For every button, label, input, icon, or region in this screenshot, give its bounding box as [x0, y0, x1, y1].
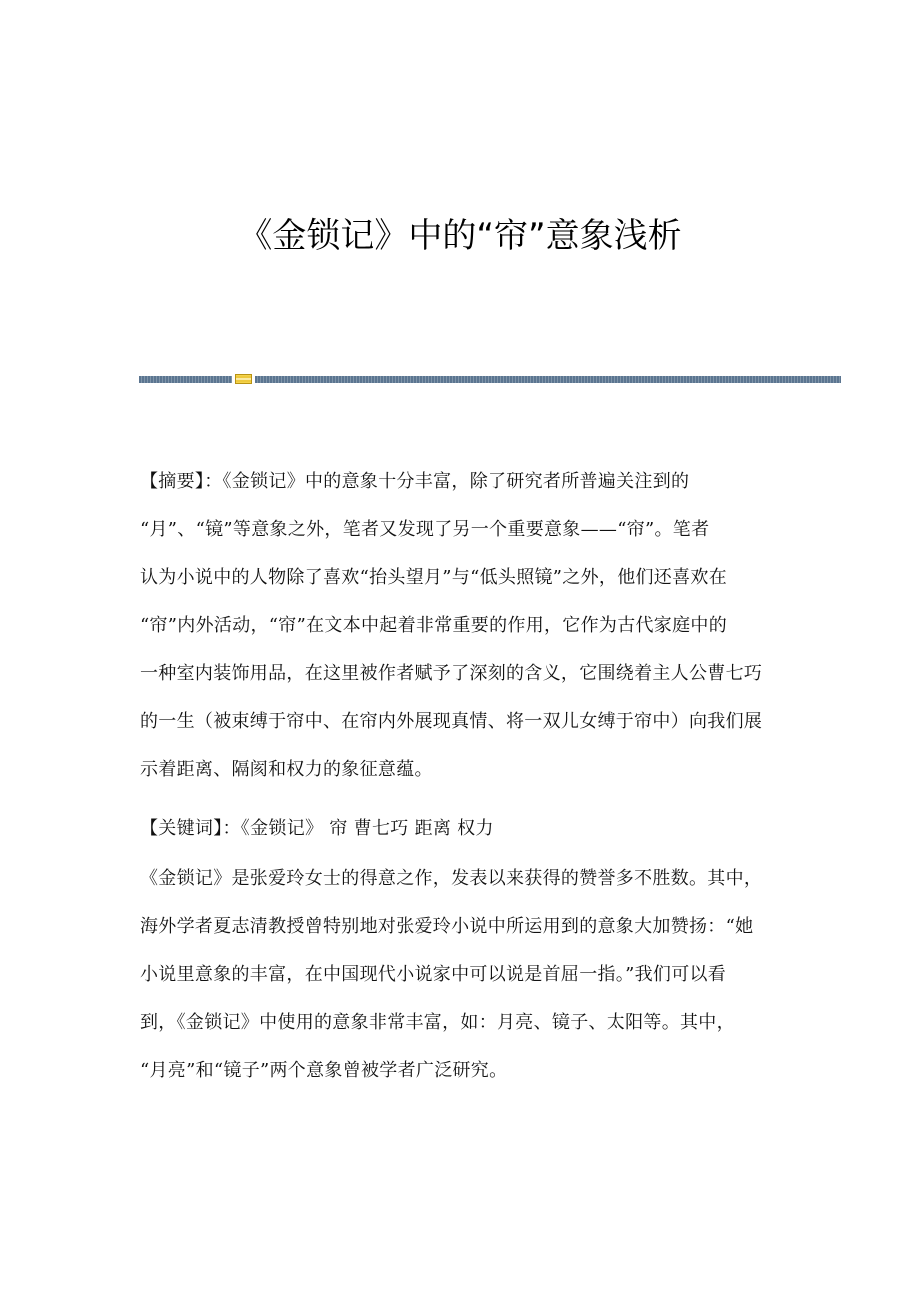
abstract-line: 一种室内装饰用品，在这里被作者赋予了深刻的含义，它围绕着主人公曹七巧 — [140, 663, 763, 684]
divider-ornament-icon — [235, 374, 252, 384]
abstract-line: 示着距离、隔阂和权力的象征意蕴。 — [140, 759, 433, 780]
divider-bar-right — [255, 376, 841, 383]
keywords-paragraph — [140, 805, 780, 853]
abstract-line: 【摘要】：《金锁记》中的意象十分丰富，除了研究者所普遍关注到的 — [140, 471, 690, 492]
document-title: 《金锁记》中的“帘”意象浅析 — [238, 216, 682, 256]
abstract-line: 认为小说中的人物除了喜欢“抬头望月”与“低头照镜”之外，他们还喜欢在 — [140, 567, 728, 588]
body-line: 《金锁记》是张爱玲女士的得意之作，发表以来获得的赞誉多不胜数。其中， — [140, 868, 763, 889]
body-line: 到，《金锁记》中使用的意象非常丰富，如：月亮、镜子、太阳等。其中， — [140, 1012, 735, 1033]
abstract-line: “月”、“镜”等意象之外，笔者又发现了另一个重要意象——“帘”。笔者 — [140, 519, 710, 540]
body-line: 小说里意象的丰富，在中国现代小说家中可以说是首屈一指。”我们可以看 — [140, 964, 727, 985]
keywords-line: 【关键词】：《金锁记》 帘 曹七巧 距离 权力 — [140, 818, 494, 839]
abstract-line: 的一生（被束缚于帘中、在帘内外展现真情、将一双儿女缚于帘中）向我们展 — [140, 711, 763, 732]
body-line: “月亮”和“镜子”两个意象曾被学者广泛研究。 — [140, 1060, 508, 1081]
abstract-line: “帘”内外活动，“帘”在文本中起着非常重要的作用，它作为古代家庭中的 — [140, 615, 728, 636]
decorative-divider — [139, 374, 841, 384]
body-line: 海外学者夏志清教授曾特别地对张爱玲小说中所运用到的意象大加赞扬：“她 — [140, 916, 754, 937]
body-paragraph — [140, 855, 780, 1095]
divider-bar-left — [139, 376, 232, 383]
abstract-paragraph — [140, 458, 780, 794]
